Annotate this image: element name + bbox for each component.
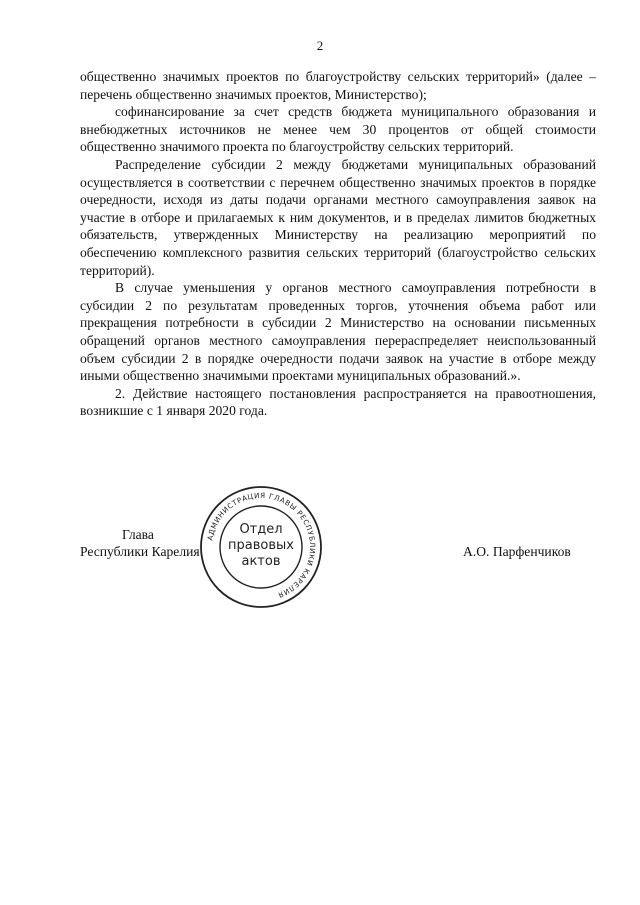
signature-title-line1: Глава [122,527,154,542]
page-number: 2 [316,38,324,53]
paragraph-distribution: Распределение субсидии 2 между бюджетами муниципальных образований осуществляется в соответствии с перечнем общественно значимых проектов в порядке очередности, исходя из даты подачи органами местного самоуправления заявок на участие в отборе и прилагаемых к ним документов, и в пределах лимитов бюджетных обязательств, утвержденных Министерству на реализацию мероприятий по обеспечению комплексного развития сельских территорий (благоустройство сельских территорий). [80,156,596,278]
official-stamp [199,485,323,609]
stamp-ring-text: АДМИНИСТРАЦИЯ ГЛАВЫ РЕСПУБЛИКИ КАРЕЛИЯ [205,490,318,600]
document-body [80,68,596,420]
signature-title-line2: Республики Карелия [80,544,200,559]
stamp-text-line1: Отдел [239,522,283,537]
paragraph-effective-date: 2. Действие настоящего постановления распространяется на правоотношения, возникшие с 1 января 2020 года. [80,385,596,419]
stamp-text-line2: правовых [228,538,294,553]
paragraph-reduction: В случае уменьшения у органов местного самоуправления потребности в субсидии 2 по результатам проведенных торгов, уточнения объема работ или прекращения потребности в субсидии 2 Министерство на основании письменных обращений органов местного самоуправления перераспределяет неиспользованный объем субсидии 2 в порядке очередности подачи заявок на участие в отборе между иными общественно значимыми проектами муниципальных образований.». [80,280,596,384]
paragraph-continuation: общественно значимых проектов по благоустройству сельских территорий» (далее – перечень общественно значимых проектов, Министерство); [80,69,596,102]
signatory-name: А.О. Парфенчиков [463,544,571,559]
paragraph-cofinancing: софинансирование за счет средств бюджета муниципального образования и внебюджетных источников не менее чем 30 процентов от общей стоимости общественно значимого проекта по благоустройству сельских территорий. [80,104,596,155]
stamp-text-line3: актов [241,554,281,569]
